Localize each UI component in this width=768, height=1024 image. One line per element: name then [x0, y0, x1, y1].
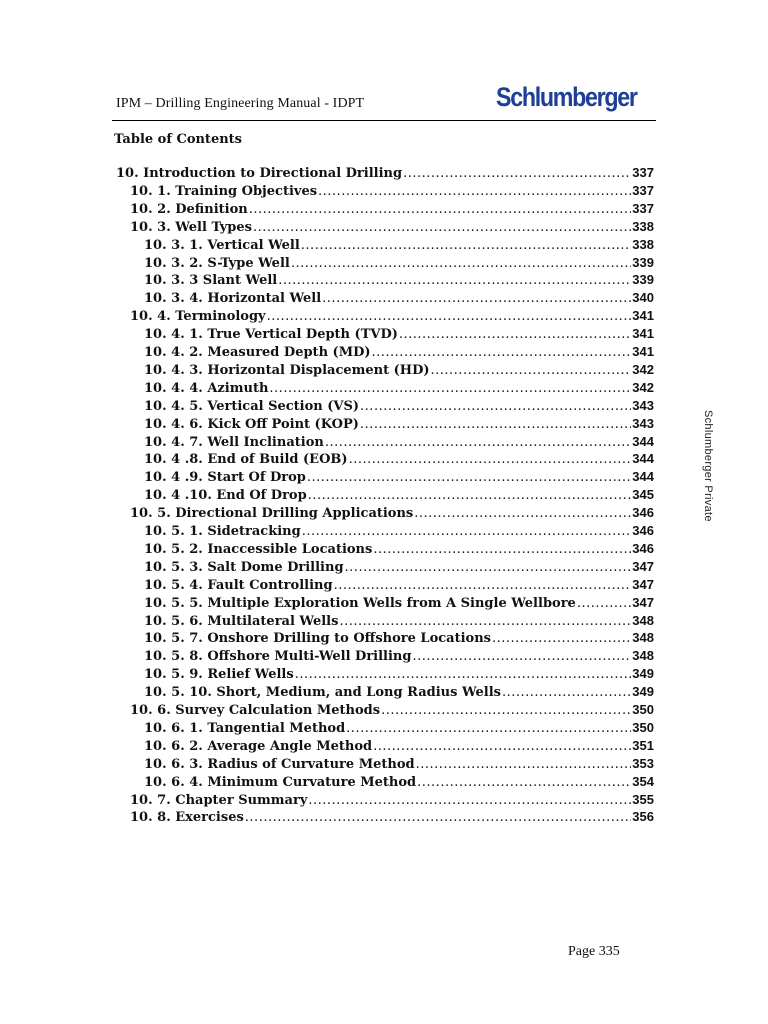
toc-dot-leader — [431, 363, 632, 378]
toc-dot-leader — [295, 667, 632, 682]
toc-entry-page: 341 — [632, 308, 654, 324]
toc-entry-page: 342 — [632, 361, 654, 377]
toc-entry-label: 10. 5. 6. Multilateral Wells — [144, 613, 339, 629]
toc-entry-page: 348 — [632, 630, 654, 646]
toc-dot-leader — [245, 810, 632, 825]
toc-dot-leader — [360, 417, 631, 432]
toc-entry-page: 345 — [632, 487, 654, 503]
toc-entry[interactable] — [144, 774, 654, 791]
toc-dot-leader — [349, 452, 632, 467]
toc-entry-label: 10. 4. 4. Azimuth — [144, 380, 269, 396]
toc-entry[interactable] — [144, 451, 654, 468]
toc-entry-label: 10. 5. 4. Fault Controlling — [144, 577, 333, 593]
toc-entry-page: 337 — [632, 200, 654, 216]
toc-entry[interactable] — [130, 201, 654, 218]
toc-entry[interactable] — [144, 487, 654, 504]
toc-entry-label: 10. 6. Survey Calculation Methods — [130, 703, 381, 718]
toc-entry-page: 350 — [632, 702, 654, 717]
toc-dot-leader — [267, 309, 632, 324]
toc-entry[interactable] — [144, 416, 654, 433]
toc-entry-label: 10. Introduction to Directional Drilling — [116, 166, 403, 181]
toc-entry-label: 10. 4. Terminology — [130, 309, 266, 325]
toc-entry[interactable] — [144, 523, 654, 540]
toc-entry[interactable] — [144, 469, 654, 486]
toc-entry-label: 10. 4. 1. True Vertical Depth (TVD) — [144, 327, 398, 343]
toc-entry-label: 10. 4 .8. End of Build (EOB) — [144, 452, 348, 468]
toc-entry-label: 10. 1. Training Objectives — [130, 183, 318, 199]
toc-entry-label: 10. 5. 3. Salt Dome Drilling — [144, 559, 344, 575]
toc-entry[interactable] — [144, 290, 654, 307]
toc-dot-leader — [249, 202, 632, 217]
toc-entry-label: 10. 5. 5. Multiple Exploration Wells from A Single Wellbore — [144, 595, 576, 611]
toc-entry[interactable] — [130, 702, 654, 719]
toc-entry-page: 349 — [632, 684, 654, 700]
toc-entry[interactable] — [130, 308, 654, 325]
toc-dot-leader — [381, 703, 631, 718]
toc-entry-page: 347 — [632, 576, 654, 592]
toc-entry-label: 10. 3. 2. S-Type Well — [144, 255, 290, 271]
toc-dot-leader — [307, 470, 631, 485]
toc-entry-page: 356 — [632, 809, 654, 825]
toc-entry[interactable] — [144, 434, 654, 451]
toc-entry[interactable] — [144, 613, 654, 630]
toc-entry[interactable] — [130, 792, 654, 809]
toc-entry[interactable] — [144, 326, 654, 343]
toc-dot-leader — [308, 793, 631, 808]
toc-dot-leader — [253, 220, 631, 235]
toc-entry-page: 342 — [632, 379, 654, 395]
toc-entry[interactable] — [144, 398, 654, 415]
toc-dot-leader — [577, 596, 631, 611]
toc-entry[interactable] — [144, 344, 654, 361]
toc-dot-leader — [360, 399, 631, 414]
toc-dot-leader — [502, 685, 631, 700]
toc-entry-label: 10. 3. 4. Horizontal Well — [144, 291, 322, 307]
toc-entry-page: 348 — [632, 648, 654, 664]
toc-entry[interactable] — [144, 577, 654, 594]
toc-entry[interactable] — [144, 666, 654, 683]
toc-entry-page: 344 — [632, 433, 654, 449]
toc-entry-label: 10. 3. 1. Vertical Well — [144, 237, 300, 253]
toc-entry-label: 10. 3. 3 Slant Well — [144, 273, 278, 289]
toc-entry-page: 338 — [632, 218, 654, 234]
toc-entry[interactable] — [130, 809, 654, 826]
toc-entry-label: 10. 6. 4. Minimum Curvature Method — [144, 774, 417, 790]
header-divider — [112, 120, 656, 121]
toc-entry[interactable] — [116, 165, 654, 182]
toc-entry-label: 10. 3. Well Types — [130, 219, 252, 235]
toc-dot-leader — [345, 560, 632, 575]
toc-entry[interactable] — [144, 630, 654, 647]
toc-entry[interactable] — [144, 362, 654, 379]
toc-dot-leader — [339, 614, 631, 629]
toc-dot-leader — [302, 524, 632, 539]
toc-entry[interactable] — [144, 756, 654, 773]
toc-entry[interactable] — [130, 183, 654, 200]
toc-entry[interactable] — [144, 684, 654, 701]
toc-entry-page: 346 — [632, 523, 654, 538]
toc-entry-page: 347 — [632, 558, 654, 574]
toc-entry-label: 10. 7. Chapter Summary — [130, 792, 308, 808]
toc-entry-page: 347 — [632, 594, 654, 610]
toc-entry-page: 339 — [632, 254, 654, 270]
toc-entry[interactable] — [130, 505, 654, 522]
toc-entry-label: 10. 6. 3. Radius of Curvature Method — [144, 756, 415, 772]
toc-entry[interactable] — [144, 237, 654, 254]
toc-entry-page: 339 — [632, 272, 654, 288]
toc-entry-page: 341 — [632, 326, 654, 342]
toc-entry-label: 10. 5. 8. Offshore Multi-Well Drilling — [144, 649, 412, 665]
toc-entry[interactable] — [144, 648, 654, 665]
toc-entry-label: 10. 5. 9. Relief Wells — [144, 667, 294, 683]
toc-dot-leader — [417, 775, 631, 790]
toc-entry-label: 10. 4. 3. Horizontal Displacement (HD) — [144, 362, 430, 378]
toc-entry-page: 344 — [632, 469, 654, 485]
toc-entry-page: 343 — [632, 397, 654, 413]
toc-entry-label: 10. 8. Exercises — [130, 810, 244, 826]
toc-entry[interactable] — [144, 541, 654, 558]
toc-entry-label: 10. 6. 2. Average Angle Method — [144, 738, 373, 754]
toc-entry[interactable] — [144, 738, 654, 755]
toc-entry-page: 350 — [632, 719, 654, 735]
toc-entry-label: 10. 4. 6. Kick Off Point (KOP) — [144, 416, 359, 432]
toc-dot-leader — [416, 757, 632, 772]
toc-dot-leader — [414, 506, 631, 521]
toc-entry-label: 10. 4. 7. Well Inclination — [144, 434, 324, 450]
toc-entry-label: 10. 5. 2. Inaccessible Locations — [144, 541, 373, 557]
toc-dot-leader — [412, 649, 631, 664]
toc-dot-leader — [291, 256, 631, 271]
toc-entry-page: 354 — [632, 773, 654, 789]
toc-dot-leader — [403, 166, 631, 181]
toc-entry[interactable] — [144, 380, 654, 397]
toc-entry-page: 340 — [632, 290, 654, 306]
toc-dot-leader — [308, 488, 632, 503]
toc-entry[interactable] — [144, 720, 654, 737]
toc-entry-page: 351 — [632, 737, 654, 753]
toc-entry-label: 10. 6. 1. Tangential Method — [144, 720, 346, 736]
toc-dot-leader — [492, 631, 631, 646]
toc-entry-label: 10. 5. Directional Drilling Applications — [130, 506, 414, 522]
toc-entry-label: 10. 5. 10. Short, Medium, and Long Radius Wells — [144, 685, 501, 701]
toc-dot-leader — [334, 578, 632, 593]
toc-dot-leader — [322, 291, 631, 306]
toc-dot-leader — [318, 184, 631, 199]
toc-entry-page: 348 — [632, 612, 654, 628]
toc-dot-leader — [373, 739, 631, 754]
schlumberger-logo: Schlumberger — [496, 82, 637, 112]
document-title: IPM – Drilling Engineering Manual - IDPT — [116, 96, 365, 111]
toc-entry-page: 343 — [632, 415, 654, 431]
toc-entry-page: 346 — [632, 540, 654, 556]
toc-dot-leader — [269, 381, 631, 396]
toc-entry-page: 355 — [632, 791, 654, 807]
toc-entry-page: 338 — [632, 236, 654, 252]
toc-entry-page: 353 — [632, 755, 654, 771]
toc-entry-page: 344 — [632, 451, 654, 467]
toc-entry-page: 346 — [632, 505, 654, 521]
toc-heading: Table of Contents — [114, 132, 242, 147]
toc-entry[interactable] — [144, 272, 654, 289]
toc-entry-label: 10. 4 .10. End Of Drop — [144, 488, 307, 504]
toc-entry-page: 349 — [632, 666, 654, 682]
toc-entry-label: 10. 5. 7. Onshore Drilling to Offshore Locations — [144, 631, 491, 647]
toc-entry-label: 10. 4. 2. Measured Depth (MD) — [144, 345, 371, 360]
toc-entry-page: 337 — [632, 182, 654, 198]
toc-entry-label: 10. 4 .9. Start Of Drop — [144, 470, 306, 486]
toc-entry-label: 10. 5. 1. Sidetracking — [144, 524, 301, 539]
toc-entry[interactable] — [144, 595, 654, 612]
toc-entry-label: 10. 4. 5. Vertical Section (VS) — [144, 398, 360, 414]
toc-dot-leader — [372, 345, 632, 360]
toc-entry[interactable] — [144, 255, 654, 272]
toc-dot-leader — [373, 542, 631, 557]
toc-dot-leader — [301, 238, 632, 253]
page-number: Page 335 — [568, 944, 620, 959]
toc-entry[interactable] — [130, 219, 654, 236]
toc-entry-page: 337 — [632, 165, 654, 180]
toc-entry-label: 10. 2. Definition — [130, 201, 248, 217]
toc-dot-leader — [399, 327, 631, 342]
toc-entry[interactable] — [144, 559, 654, 576]
toc-dot-leader — [278, 273, 631, 288]
toc-dot-leader — [325, 435, 631, 450]
toc-dot-leader — [346, 721, 631, 736]
toc-entry-page: 341 — [632, 344, 654, 359]
classification-label: Schlumberger Private — [702, 410, 714, 522]
